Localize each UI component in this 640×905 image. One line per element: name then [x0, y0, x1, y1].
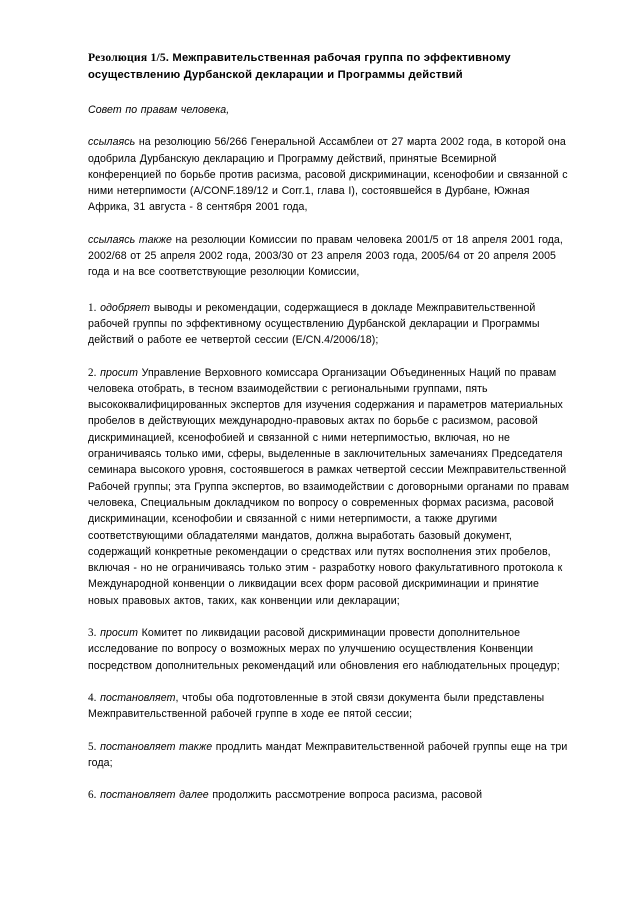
spacer [88, 118, 573, 134]
preamble-text-2: на резолюции Комиссии по правам человека 2001/5 от 18 апреля 2001 года, 2002/68 от 25 апреля 2002 года, 2003/30 от 23 апреля 2003 года, 2005/64 от 20 апреля 2005 года и на все соответствующие резолюции Комиссии, [88, 233, 563, 279]
spacer [88, 609, 573, 625]
preamble-paragraph-2 [88, 232, 573, 281]
operative-number-6: 6. [88, 789, 97, 802]
operative-text-4: , чтобы оба подготовленные в этой связи документа были представлены Межправительственной рабочей группе в ходе ее пятой сессии; [88, 691, 545, 721]
page-title-resolution-number: Резолюция 1/5. [88, 51, 170, 64]
operative-text-2: Управление Верховного комиссара Организации Объединенных Наций по правам человека отобрать, в тесном взаимодействии с региональными группами, пять высококвалифицированных экспертов для изучения содержания и параметров материальных пробелов в действующих международно-правовых актах по борьбе с расизмом, расовой дискриминацией, ксенофобией и связанной с ними нетерпимостью, включая, но не ограничиваясь только ими, сферы, выделенные в заключительных замечаниях Председателя семинара высокого уровня, состоявшегося в рамках четвертой сессии Межправительственной Рабочей группы; эта Группа экспертов, во взаимодействии с договорными органами по правам человека, Специальным докладчиком по вопросу о современных формах расизма, расовой дискриминации, ксенофобии и связанной с ними нетерпимости, а также другими соответствующими обладателями мандатов, должна выработать базовый документ, содержащий конкретные рекомендации о средствах или путях восполнения этих пробелов, включая - но не ограничиваясь только этим - разработку нового факультативного протокола к Международной конвенции о ликвидации всех форм расовой дискриминации и принятие новых правовых актов, таких, как конвенции или декларации; [88, 366, 570, 607]
page-title [88, 50, 573, 83]
preamble-text-1: на резолюцию 56/266 Генеральной Ассамблеи от 27 марта 2002 года, в которой она одобрила Дурбанскую декларацию и Программу действий, принятые Всемирной конференцией по борьбе против расизма, расовой дискриминации, ксенофобии и связанной с ними нетерпимости (A/CONF.189/12 и Corr.1, глава I), состоявшейся в Дурбане, Южная Африка, 31 августа - 8 сентября 2001 года, [88, 136, 568, 214]
operative-paragraph-4 [88, 690, 573, 723]
spacer [88, 349, 573, 365]
operative-number-1: 1. [88, 301, 97, 314]
spacer [88, 723, 573, 739]
operative-number-2: 2. [88, 366, 97, 379]
operative-paragraph-5 [88, 739, 573, 772]
operative-text-1: выводы и рекомендации, содержащиеся в докладе Межправительственной рабочей группы по эффективному осуществлению Дурбанской декларации и Программы действий о работе ее четвертой сессии (E/CN.4/2006/18); [88, 301, 540, 347]
spacer [88, 216, 573, 232]
document-body [88, 50, 573, 803]
spacer [88, 674, 573, 690]
operative-number-5: 5. [88, 740, 97, 753]
operative-lead-6: постановляет далее [100, 789, 209, 802]
operative-text-5: продлить мандат Межправительственной рабочей группы еще на три года; [88, 740, 568, 769]
operative-lead-1: одобряет [100, 301, 151, 314]
operative-lead-4: постановляет [100, 691, 176, 704]
operative-lead-5: постановляет также [100, 740, 213, 753]
operative-paragraph-2 [88, 365, 573, 609]
operative-lead-2: просит [100, 366, 139, 379]
operative-paragraph-6 [88, 787, 573, 803]
page-title-text: Межправительственная рабочая группа по эффективному осуществлению Дурбанской декларации и Программы действий [88, 52, 511, 81]
preamble-lead-1: ссылаясь [88, 136, 136, 149]
operative-lead-3: просит [100, 627, 139, 640]
preamble-paragraph-1 [88, 134, 573, 215]
spacer [88, 771, 573, 787]
spacer [88, 281, 573, 300]
spacer [88, 83, 573, 102]
organ-line [88, 102, 573, 118]
operative-paragraph-3 [88, 625, 573, 674]
operative-paragraph-1 [88, 300, 573, 349]
operative-text-3: Комитет по ликвидации расовой дискриминации провести дополнительное исследование по вопросу о возможных мерах по улучшению осуществления Конвенции посредством дополнительных рекомендаций или обновления его наблюдательных процедур; [88, 627, 560, 672]
operative-number-4: 4. [88, 691, 97, 704]
preamble-lead-2: ссылаясь также [88, 233, 172, 246]
operative-text-6: продолжить рассмотрение вопроса расизма, расовой [208, 789, 483, 802]
organ-label: Совет по правам человека, [88, 104, 230, 116]
operative-number-3: 3. [88, 627, 97, 640]
